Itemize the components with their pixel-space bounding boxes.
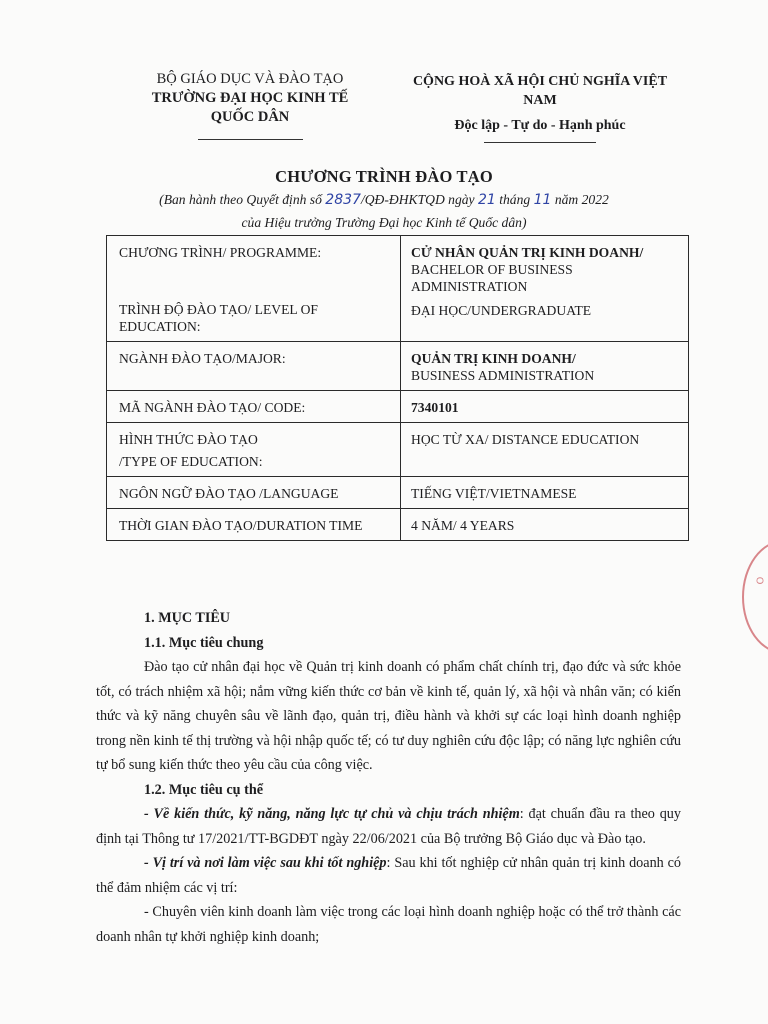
- table-cell: [401, 509, 689, 541]
- decree-issuer: của Hiệu trưởng Trường Đại học Kinh tế Quốc dân): [241, 215, 527, 230]
- decree-day: 21: [478, 192, 496, 208]
- knowledge-text: : đạt chuẩn đầu ra theo quy định tại Thông tư 17/2021/TT-BGDĐT ngày 22/06/2021 của Bộ trưởng Bộ Giáo dục và Đào tạo.: [96, 806, 681, 847]
- language-value: TIẾNG VIỆT/VIETNAMESE: [411, 486, 577, 501]
- subsection-heading-general: 1.1. Mục tiêu chung: [144, 634, 264, 651]
- table-cell: [107, 509, 401, 541]
- decree-prefix: (Ban hành theo Quyết định số: [159, 192, 326, 207]
- ministry-header: [100, 70, 400, 140]
- table-row: [107, 391, 689, 423]
- country-name-line2: NAM: [523, 93, 557, 108]
- country-name-line1: CỘNG HOÀ XÃ HỘI CHỦ NGHĨA VIỆT: [412, 74, 668, 89]
- duration-label: THỜI GIAN ĐÀO TẠO/DURATION TIME: [119, 518, 363, 533]
- decree-mid2: tháng: [495, 192, 534, 207]
- national-header: [395, 72, 685, 143]
- position-item: - Chuyên viên kinh doanh làm việc trong các loại hình doanh nghiệp hoặc có thể trở thành các doanh nhân tự khởi nghiệp kinh doanh;: [96, 904, 681, 945]
- table-cell: [401, 236, 689, 342]
- major-value-en: BUSINESS ADMINISTRATION: [411, 368, 595, 383]
- document-title: CHƯƠNG TRÌNH ĐÀO TẠO: [275, 167, 493, 186]
- language-label: NGÔN NGỮ ĐÀO TẠO /LANGUAGE: [119, 486, 339, 501]
- positions-text: : Sau khi tốt nghiệp cử nhân quản trị kinh doanh có thể đảm nhiệm các vị trí:: [96, 855, 682, 896]
- national-motto: Độc lập - Tự do - Hạnh phúc: [454, 118, 626, 133]
- header-left-rule: [198, 139, 303, 140]
- specific-objective-knowledge: [96, 802, 681, 851]
- general-objective-paragraph: Đào tạo cử nhân đại học về Quản trị kinh doanh có phẩm chất chính trị, đạo đức và sức khỏe tốt, có trách nhiệm xã hội; nắm vững kiến thức cơ bản về kinh tế, quản lý, xã hội và nhân văn; có kiến thức và kỹ năng chuyên sâu về lãnh đạo, quản trị, điều hành và khởi sự các loại hình doanh nghiệp trong nền kinh tế thị trường và hội nhập quốc tế; có tư duy nghiên cứu độc lập; có năng lực nghiên cứu tự bổ sung kiến thức theo yêu cầu của công việc.: [96, 659, 681, 773]
- level-label: TRÌNH ĐỘ ĐÀO TẠO/ LEVEL OF EDUCATION:: [119, 302, 318, 334]
- decree-mid1: /QĐ-ĐHKTQD ngày: [360, 192, 478, 207]
- table-cell: [401, 423, 689, 477]
- subsection-heading-specific: 1.2. Mục tiêu cụ thể: [144, 781, 264, 798]
- section-heading: 1. MỤC TIÊU: [144, 610, 231, 626]
- table-row: [107, 509, 689, 541]
- table-cell: [107, 342, 401, 391]
- decree-number: 2837: [325, 192, 361, 208]
- programme-value-en: BACHELOR OF BUSINESS ADMINISTRATION: [411, 262, 573, 294]
- major-value-vi: QUẢN TRỊ KINH DOANH/: [411, 351, 576, 366]
- code-value: 7340101: [411, 400, 459, 415]
- knowledge-lead: - Về kiến thức, kỹ năng, năng lực tự chủ và chịu trách nhiệm: [144, 806, 520, 822]
- table-row: [107, 423, 689, 477]
- major-label: NGÀNH ĐÀO TẠO/MAJOR:: [119, 351, 286, 366]
- decree-line: [0, 192, 768, 208]
- table-row: [107, 236, 689, 342]
- specific-objective-positions: [96, 851, 681, 900]
- programme-info-table: [106, 235, 689, 541]
- positions-lead: - Vị trí và nơi làm việc sau khi tốt nghiệp: [144, 855, 387, 871]
- table-cell: [107, 477, 401, 509]
- ministry-name: BỘ GIÁO DỤC VÀ ĐÀO TẠO: [156, 71, 344, 87]
- table-cell: [107, 236, 401, 342]
- table-row: [107, 477, 689, 509]
- table-cell: [401, 391, 689, 423]
- school-name-line2: QUỐC DÂN: [210, 109, 290, 125]
- decree-month: 11: [533, 192, 552, 208]
- stamp-text: O: [753, 576, 765, 585]
- table-row: [107, 342, 689, 391]
- header-right-rule: [484, 142, 596, 143]
- type-label-2: /TYPE OF EDUCATION:: [119, 454, 263, 469]
- type-label-1: HÌNH THỨC ĐÀO TẠO: [119, 432, 258, 447]
- type-value: HỌC TỪ XA/ DISTANCE EDUCATION: [411, 432, 640, 447]
- table-cell: [107, 423, 401, 477]
- table-cell: [107, 391, 401, 423]
- programme-label: CHƯƠNG TRÌNH/ PROGRAMME:: [119, 245, 322, 260]
- school-name-line1: TRƯỜNG ĐẠI HỌC KINH TẾ: [151, 90, 349, 106]
- table-cell: [401, 477, 689, 509]
- duration-value: 4 NĂM/ 4 YEARS: [411, 518, 515, 533]
- programme-value-vi: CỬ NHÂN QUẢN TRỊ KINH DOANH/: [411, 245, 644, 260]
- red-stamp: [742, 540, 768, 654]
- table-cell: [401, 342, 689, 391]
- code-label: MÃ NGÀNH ĐÀO TẠO/ CODE:: [119, 400, 306, 415]
- section-objectives: [96, 606, 681, 949]
- level-value: ĐẠI HỌC/UNDERGRADUATE: [411, 303, 592, 318]
- decree-suffix: năm 2022: [551, 192, 609, 207]
